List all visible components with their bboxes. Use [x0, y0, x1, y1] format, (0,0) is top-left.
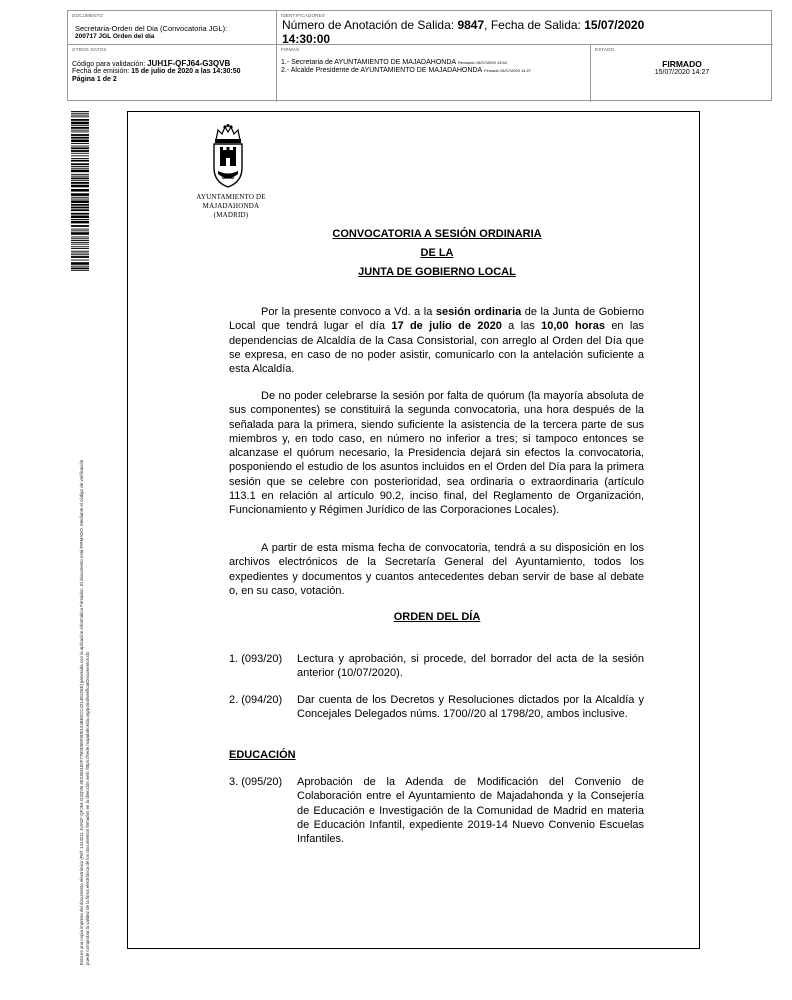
header-otros-datos [68, 45, 277, 102]
header-estado [591, 45, 773, 102]
header-identificadores [277, 11, 773, 45]
p1-hora: 10,00 horas [541, 320, 605, 333]
documento-line2: 200717 JGL Orden del día [75, 33, 155, 40]
estado-value: FIRMADO [662, 59, 702, 69]
firma-2 [281, 67, 531, 74]
title-line-2: DE LA [420, 247, 454, 259]
orden-del-dia-title: ORDEN DEL DÍA [393, 611, 481, 623]
municipality-line-1: AYUNTAMIENTO DE [196, 193, 266, 201]
codigo-label: Código para validación: [72, 61, 148, 68]
paragraph-2 [229, 389, 644, 518]
estado-label: ESTADO [595, 47, 615, 52]
title-line-3: JUNTA DE GOBIERNO LOCAL [358, 266, 516, 278]
identificadores-value [282, 18, 762, 46]
margin-line-2: puede comprobar la validez de la firma electrónica de los documentos firmados en la dirección web: https://sede.majadahonda.org/portal/verificarDocumentos.do [85, 651, 90, 965]
codigo-value: JUH1F-QFJ64-G3QVB [147, 59, 231, 68]
documento-label: DOCUMENTO [72, 13, 104, 18]
firma-1-text: 1.- Secretaria de AYUNTAMIENTO DE MAJADAHONDA [281, 59, 457, 66]
header-firmas [277, 45, 591, 102]
codigo-validacion [72, 59, 230, 68]
agenda-item-1-number: 1. (093/20) [229, 653, 283, 665]
estado-date: 15/07/2020 14:27 [654, 69, 710, 76]
municipality-line-3: (MADRID) [213, 211, 249, 219]
fecha-salida: 15/07/2020 [584, 18, 645, 32]
firma-2-text: 2.- Alcalde Presidente de AYUNTAMIENTO DE MAJADAHONDA [281, 67, 483, 74]
hora-salida: 14:30:00 [282, 32, 331, 46]
barcode-icon [71, 111, 89, 271]
p1-text-e: a las [501, 320, 542, 333]
identificadores-label: IDENTIFICADORES [281, 13, 326, 18]
margin-line-1: Esta es una copia impresa del documento electrónico (Ref: 1414211 JUH1F-QFJ64-G3QVB 3E2383102F77B9D55F9D0124BE0CC4214E226E) generada con la aplicación informática Firmadoc. El documento está FIRMADO. Mediante el código de verificación [79, 459, 84, 965]
otros-datos-label: OTROS DATOS [72, 47, 107, 52]
fecha-emision [72, 68, 241, 75]
p1-sesion: sesión ordinaria [435, 306, 522, 318]
p1-text-c: de la Junta de Gobierno Local que tendrá lugar el día [229, 306, 644, 333]
p1-text-a: Por la presente convoco a Vd. a la [261, 306, 436, 318]
agenda-item-2-text: Dar cuenta de los Decretos y Resoluciones dictados por la Alcaldía y Concejales Delegados núms. 1700//20 al 1798/20, ambos inclusive. [297, 694, 644, 721]
anotacion-numero: 9847 [457, 18, 485, 32]
verification-margin-text [79, 275, 97, 965]
agenda-item-2-number: 2. (094/20) [229, 694, 283, 706]
agenda-item-1 [229, 652, 644, 681]
emision-value: 15 de julio de 2020 a las 14:30:50 [131, 68, 241, 75]
p1-fecha: 17 de julio de 2020 [391, 320, 502, 333]
p2-text: De no poder celebrarse la sesión por falta de quórum (la mayoría absoluta de sus componentes) se constituirá la segunda convocatoria, una hora después de la señalada para la primera, siendo suficiente la asistencia de la tercera parte de sus miembros y, en todo caso, en número no inferior a tres; si tampoco entonces se alcanzase el quórum necesario, la Presidencia dejará sin efectos la convocatoria, posponiendo el estudio de los asuntos incluidos en el Orden del Día para la primera sesión que se celebre con posterioridad, sea ordinaria o extraordinaria (artículo 113.1 en relación al artículo 90.2, inciso final, del Reglamento de Organización, Funcionamiento y Régimen Jurídico de las Corporaciones Locales). [229, 390, 644, 517]
agenda-item-2 [229, 693, 644, 722]
firma-2-meta: Firmado 15/07/2020 14:27 [484, 68, 532, 73]
firma-1-meta: Revisado 15/07/2020 13:52 [458, 60, 507, 65]
documento-line1: Secretaria-Orden del Dia (Convocatoria JGL): [75, 24, 228, 33]
agenda-item-3 [229, 775, 644, 846]
municipality-name [188, 193, 274, 220]
title-line-1: CONVOCATORIA A SESIÓN ORDINARIA [332, 228, 542, 240]
pagina-indicator: Página 1 de 2 [72, 76, 117, 83]
emision-label: Fecha de emisión: [72, 68, 132, 75]
agenda-item-3-number: 3. (095/20) [229, 776, 283, 788]
anotacion-prefix: Número de Anotación de Salida: [282, 18, 458, 32]
firmas-label: FIRMAS [281, 47, 300, 52]
paragraph-1 [229, 305, 644, 376]
firma-1 [281, 59, 507, 66]
municipality-line-2: MAJADAHONDA [202, 202, 260, 210]
fecha-prefix: , Fecha de Salida: [484, 18, 585, 32]
coat-of-arms-icon [208, 124, 248, 190]
section-educacion: EDUCACIÓN [229, 749, 296, 761]
header-documento [68, 11, 277, 45]
p3-text: A partir de esta misma fecha de convocatoria, tendrá a su disposición en los archivos electrónicos de la Secretaría General del Ayuntamiento, todos los expedientes y documentos y cuantos antecedentes deban servir de base al debate o, en su caso, votación. [229, 542, 644, 597]
p1-text-g: en las dependencias de Alcaldía de la Casa Consistorial, con arreglo al Orden del Día que se expresa, en caso de no poder asistir, comunicarlo con la antelación suficiente a esta Alcaldía. [229, 320, 644, 376]
agenda-item-1-text: Lectura y aprobación, si procede, del borrador del acta de la sesión anterior (10/07/2020). [297, 653, 644, 680]
paragraph-3 [229, 541, 644, 598]
document-header [67, 10, 772, 101]
agenda-item-3-text: Aprobación de la Adenda de Modificación del Convenio de Colaboración entre el Ayuntamiento de Majadahonda y la Consejería de Educación e Investigación de la Comunidad de Madrid en materia de Educación Infantil, expediente 2019-14 Nuevo Convenio Escuelas Infantiles. [297, 776, 644, 846]
